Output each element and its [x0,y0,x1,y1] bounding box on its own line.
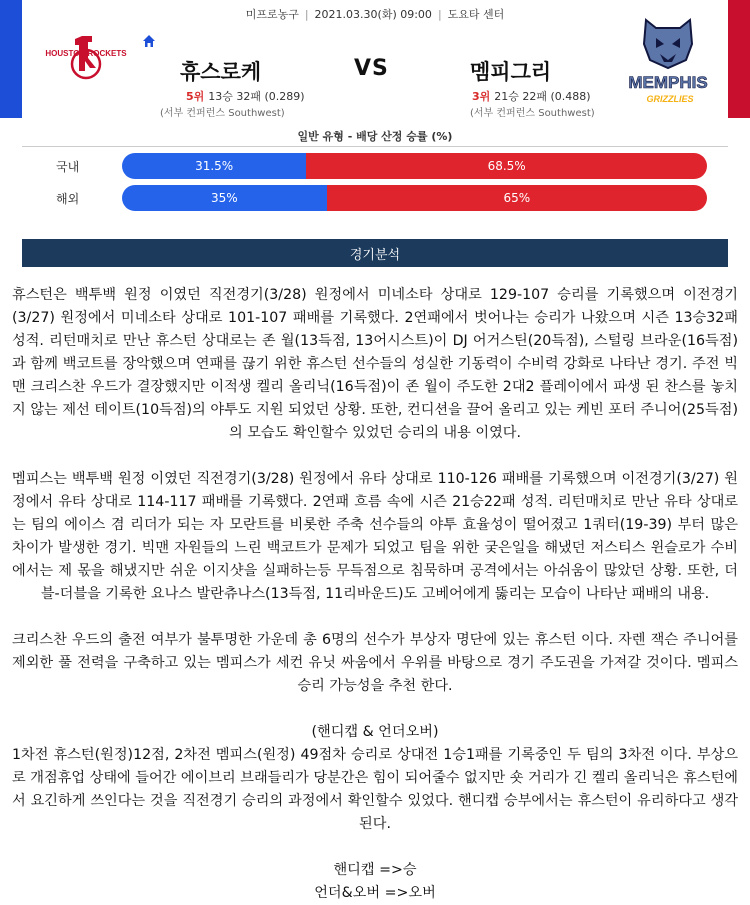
analysis-article [12,284,738,905]
odds-row-overseas [22,185,728,211]
win-rate-bar [122,185,707,211]
houston-rockets-logo [36,28,136,88]
home-win-rate: 35% [122,185,327,211]
section-title: 경기분석 [22,239,728,267]
away-win-rate: 68.5% [306,153,707,179]
odds-row-label: 해외 [56,192,80,206]
home-win-rate: 31.5% [122,153,306,179]
away-win-rate: 65% [327,185,707,211]
away-conference: (서부 컨퍼런스 Southwest) [470,108,595,119]
home-rank: 5위 [186,90,205,103]
match-datetime: 2021.03.30(화) 09:00 [314,8,432,21]
away-team-name: 멤피그리 [470,60,552,84]
vs-label: VS [354,56,389,81]
match-meta: 미프로농구 | 2021.03.30(화) 09:00 | 도요타 센터 [245,8,505,21]
pick-over-under: 언더&오버 =>오버 [314,885,436,901]
odds-divider [22,146,728,147]
analysis-paragraph-away: 멤피스는 백투백 원정 이였던 직전경기(3/28) 원정에서 유타 상대로 110-126 패배를 기록했으며 이전경기(3/27) 원정에서 유타 상대로 114-117 패배를 기록했다. 2연패 흐름 속에 시즌 21승22패 성적. 리턴매치로 만난 유타 상대로는 팀의 에이스 겸 리더가 되는 자 모란트를 비롯한 주축 선수들의 야투 효율성이 떨어졌고 1쿼터(19-39) 부터 많은 차이가 발생한 경기. 빅맨 자원들의 느린 백코트가 문제가 되었고 팀을 위한 궂은일을 해냈던 저스티스 윈슬로가 수비에서는 제 몫을 해냈지만 쉬운 이지샷을 실패하는등 무득점으로 침묵하며 공격에서는 아쉬움이 많았던 상황. 또한, 더블-더블을 기록한 요나스 발란츄나스(13득점, 11리바운드)도 고베어에게 뚫리는 모습이 나타난 패배의 내용. [12,471,738,602]
away-rank: 3위 [472,90,491,103]
odds-row-label: 국내 [56,160,80,174]
away-record [472,88,591,104]
home-record [186,88,305,104]
home-win-loss: 13승 32패 (0.289) [208,90,305,103]
venue-label: 도요타 센터 [447,8,505,21]
odds-row-domestic [22,153,728,179]
away-win-loss: 21승 22패 (0.488) [494,90,591,103]
memphis-grizzlies-logo [620,14,716,110]
odds-title: 일반 유형 - 배당 산정 승률 (%) [297,130,453,143]
analysis-paragraph-home: 휴스턴은 백투백 원정 이였던 직전경기(3/28) 원정에서 미네소타 상대로 129-107 승리를 기록했으며 이전경기(3/27) 원정에서 미네소타 상대로 101-107 패배를 기록했다. 2연패에서 벗어나는 승리가 나왔으며 시즌 13승32패 성적. 리턴매치로 만난 휴스턴 상대로는 존 월(13득점, 13어시스트)이 DJ 어거스틴(20득점), 스털링 브라운(16득점)과 함께 백코트를 장악했으며 연패를 끊기 위한 휴스턴 선수들의 성실한 기동력이 수비력 강화로 나타난 경기. 주전 빅맨 크리스찬 우드가 결장했지만 이적생 켈리 올리닉(16득점)이 존 월이 주도한 2대2 플레이에서 파생 된 찬스를 놓치지 않는 제선 테이트(10득점)의 야투도 지원 되었던 상황. 또한, 컨디션을 끌어 올리고 있는 케빈 포터 주니어(25득점)의 모습도 확인할수 있었던 승리의 내용 이였다. [12,287,738,441]
pick-handicap: 핸디캡 =>승 [333,862,417,878]
analysis-paragraph-summary: 크리스찬 우드의 출전 여부가 불투명한 가운데 총 6명의 선수가 부상자 명단에 있는 휴스턴 이다. 자렌 잭슨 주니어를 제외한 풀 전력을 구축하고 있는 멤피스가 세컨 유닛 싸움에서 우위를 바탕으로 경기 주도권을 가져갈 것이다. 멤피스 승리 가능성을 추천 한다. [12,632,738,694]
handicap-title: (핸디캡 & 언더오버) [311,724,439,740]
svg-text:HOUSTON ROCKETS: HOUSTON ROCKETS [45,49,127,58]
svg-text:GRIZZLIES: GRIZZLIES [646,94,694,104]
home-icon [142,34,156,48]
league-label: 미프로농구 [245,8,299,21]
analysis-paragraph-handicap: 1차전 휴스턴(원정)12점, 2차전 멤피스(원정) 49점차 승리로 상대전 1승1패를 기록중인 두 팀의 3차전 이다. 부상으로 개점휴업 상태에 들어간 에이브리 브래들리가 당분간은 힘이 되어줄수 없지만 숏 거리가 긴 켈리 올리닉은 휴스턴에서 요긴하게 쓰인다는 것을 직전경기 승리의 과정에서 확인할수 있었다. 핸디캡 승부에서는 휴스턴이 유리하다고 생각 된다. [12,747,738,832]
svg-text:MEMPHIS: MEMPHIS [628,73,708,92]
home-team-name: 휴스로케 [180,60,262,84]
win-rate-bar [122,153,707,179]
home-conference: (서부 컨퍼런스 Southwest) [160,108,285,119]
